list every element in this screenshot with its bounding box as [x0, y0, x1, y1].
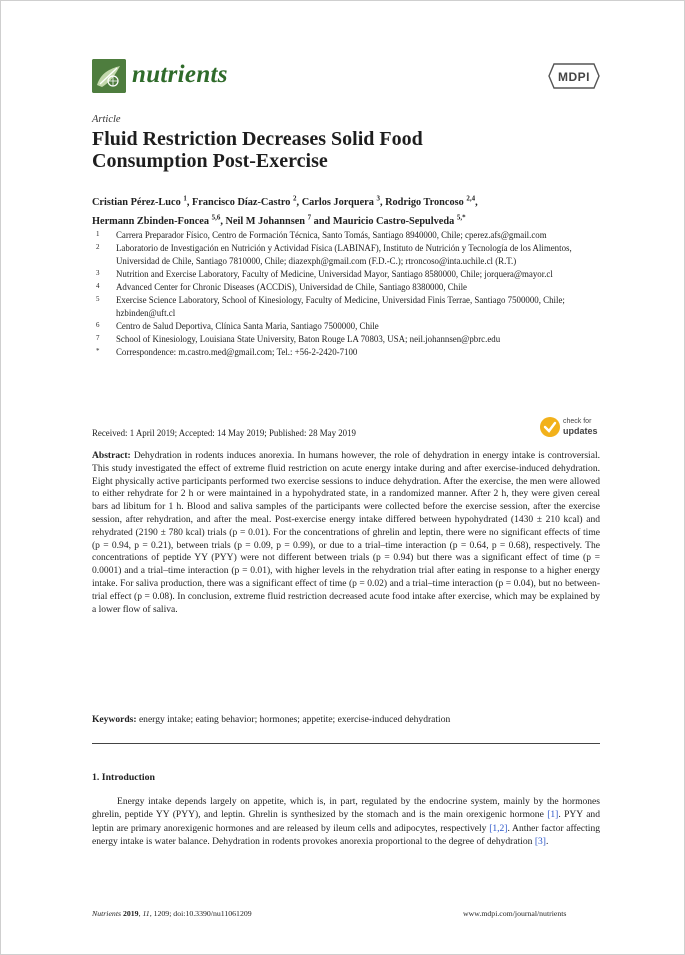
author: Mauricio Castro-Sepulveda $^{5,*}$ [332, 213, 466, 227]
keywords [92, 714, 600, 725]
introduction-paragraph: Energy intake depends largely on appetite, which is, in part, regulated by the endocrine system, mainly by the hormones ghrelin, peptide YY (PYY), and leptin. Ghrelin is synthesized by the stomach and is the main orexigenic hormone [1]. PYY and leptin are primary anorexigenic hormones and are released by ileum cells and adipocytes, respectively [1,2]. Anther factor affecting energy intake is water balance. Dehydration in rodents provokes anorexia proportional to the degree of dehydration [3]. [92, 796, 601, 847]
citation-link[interactable]: [1,2] [489, 822, 508, 834]
check-updates-line1: check for [563, 418, 592, 425]
affiliation-item: 7 School of Kinesiology, Louisiana State University, Baton Rouge LA 70803, USA; neil.johannsen@pbrc.edu [96, 334, 501, 344]
citation-link[interactable]: [3] [534, 835, 546, 847]
affiliation-list [92, 229, 600, 359]
affiliation-item: 5 Exercise Science Laboratory, School of Kinesiology, Faculty of Medicine, Universidad Finis Terrae, Santiago 7500000, Chile; hzbinden@uft.cl [96, 295, 565, 318]
keywords-label: Keywords: [92, 714, 137, 725]
title-line-2: Consumption Post-Exercise [92, 150, 328, 172]
section-divider [92, 743, 600, 744]
affiliation-item: 3 Nutrition and Exercise Laboratory, Faculty of Medicine, Universidad Mayor, Santiago 8580000, Chile; jorquera@mayor.cl [96, 269, 553, 279]
author: Neil M Johannsen $^7$ and [225, 213, 333, 227]
affiliation-item: 2 Laboratorio de Investigación en Nutrición y Actividad Física (LABINAF), Instituto de Nutrición y Tecnología de los Alimentos, Universidad de Chile, Santiago 7810000, Chile; diazexph@gmail.com (F.D.-C.); rtroncoso@inta.uchile.cl (R.T.) [96, 243, 572, 266]
author: Francisco Díaz-Castro $^2$, [191, 195, 302, 209]
keywords-text: energy intake; eating behavior; hormones; appetite; exercise-induced dehydration [138, 714, 451, 725]
article-type: Article [92, 114, 121, 125]
mdpi-label: MDPI [558, 70, 590, 84]
author-list [92, 192, 597, 229]
citation-link[interactable]: [1] [547, 809, 559, 821]
affiliation-item: 6 Centro de Salud Deportiva, Clínica Santa Maria, Santiago 7500000, Chile [96, 321, 379, 331]
check-updates-line2: updates [563, 426, 598, 436]
footer-journal-url[interactable]: www.mdpi.com/journal/nutrients [463, 909, 567, 918]
section-heading-introduction: 1. Introduction [92, 772, 155, 783]
author: Carlos Jorquera $^3$, [301, 195, 386, 209]
title-line-1: Fluid Restriction Decreases Solid Food [92, 128, 423, 150]
footer-citation: Nutrients 2019, 11, 1209; doi:10.3390/nu11061209 [92, 909, 252, 918]
journal-name: nutrients [132, 61, 228, 88]
author: Hermann Zbinden-Foncea $^{5,6}$, [92, 213, 226, 227]
nutrients-logo-icon [92, 59, 126, 93]
affiliation-item: 4 Advanced Center for Chronic Diseases (ACCDiS), Universidad de Chile, Santiago 8380000, Chile [96, 282, 467, 292]
abstract-text: Dehydration in rodents induces anorexia. In humans however, the role of dehydration in energy intake is controversial. This study investigated the effect of extreme fluid restriction on acute energy intake during and after exercise-induced dehydration. Eight physically active participants performed two exercise sessions to induce dehydration. After the exercise, the men were allowed to either rehydrate for 2 h or were maintained in a hypohydrated state, in a randomized manner. After 2 h, they were given cereal bars ad libitum for 1 h. Blood and saliva samples of the participants were collected before the exercise session, after the exercise session, after rehydration, and after the meal. Post-exercise energy intake differed between hypohydrated (1430 ± 210 kcal) and rehydrated (2190 ± 780 kcal) trials (p = 0.01). For the concentrations of ghrelin and leptin, there were no significant effects of time (p = 0.94, p = 0.21), between trials (p = 0.09, p = 0.99), or due to a trial–time interaction (p = 0.64, p = 0.68), respectively. The concentrations of peptide YY (PYY) were not different between trials (p = 0.94) but there was a significant effect of time (p = 0.0001) and a trial–time interaction (p = 0.01), with higher levels in the rehydration trial after eating in response to a higher energy intake. For saliva production, there was a significant effect of time (p = 0.02) and a trial–time interaction (p = 0.04), but no between-trial effect (p = 0.08). In conclusion, extreme fluid restriction decreased acute food intake after exercise, which may be explained by a lower flow of saliva. [92, 450, 600, 615]
affiliation-item: 1 Carrera Preparador Físico, Centro de Formación Técnica, Santo Tomás, Santiago 8940000, Chile; cperez.afs@gmail.com [96, 230, 547, 240]
mdpi-logo [548, 63, 600, 89]
author: Rodrigo Troncoso $^{2,4}$, [385, 195, 478, 209]
paper-title [92, 128, 562, 172]
journal-header [92, 59, 600, 95]
abstract [92, 450, 600, 616]
correspondence: * Correspondence: m.castro.med@gmail.com; Tel.: +56-2-2420-7100 [96, 347, 358, 357]
abstract-label: Abstract: [92, 450, 131, 461]
check-for-updates-badge[interactable] [540, 415, 602, 439]
publication-dates: Received: 1 April 2019; Accepted: 14 May 2019; Published: 28 May 2019 [92, 428, 356, 438]
author: Cristian Pérez-Luco $^1$, [92, 195, 192, 209]
check-updates-icon [540, 417, 560, 437]
